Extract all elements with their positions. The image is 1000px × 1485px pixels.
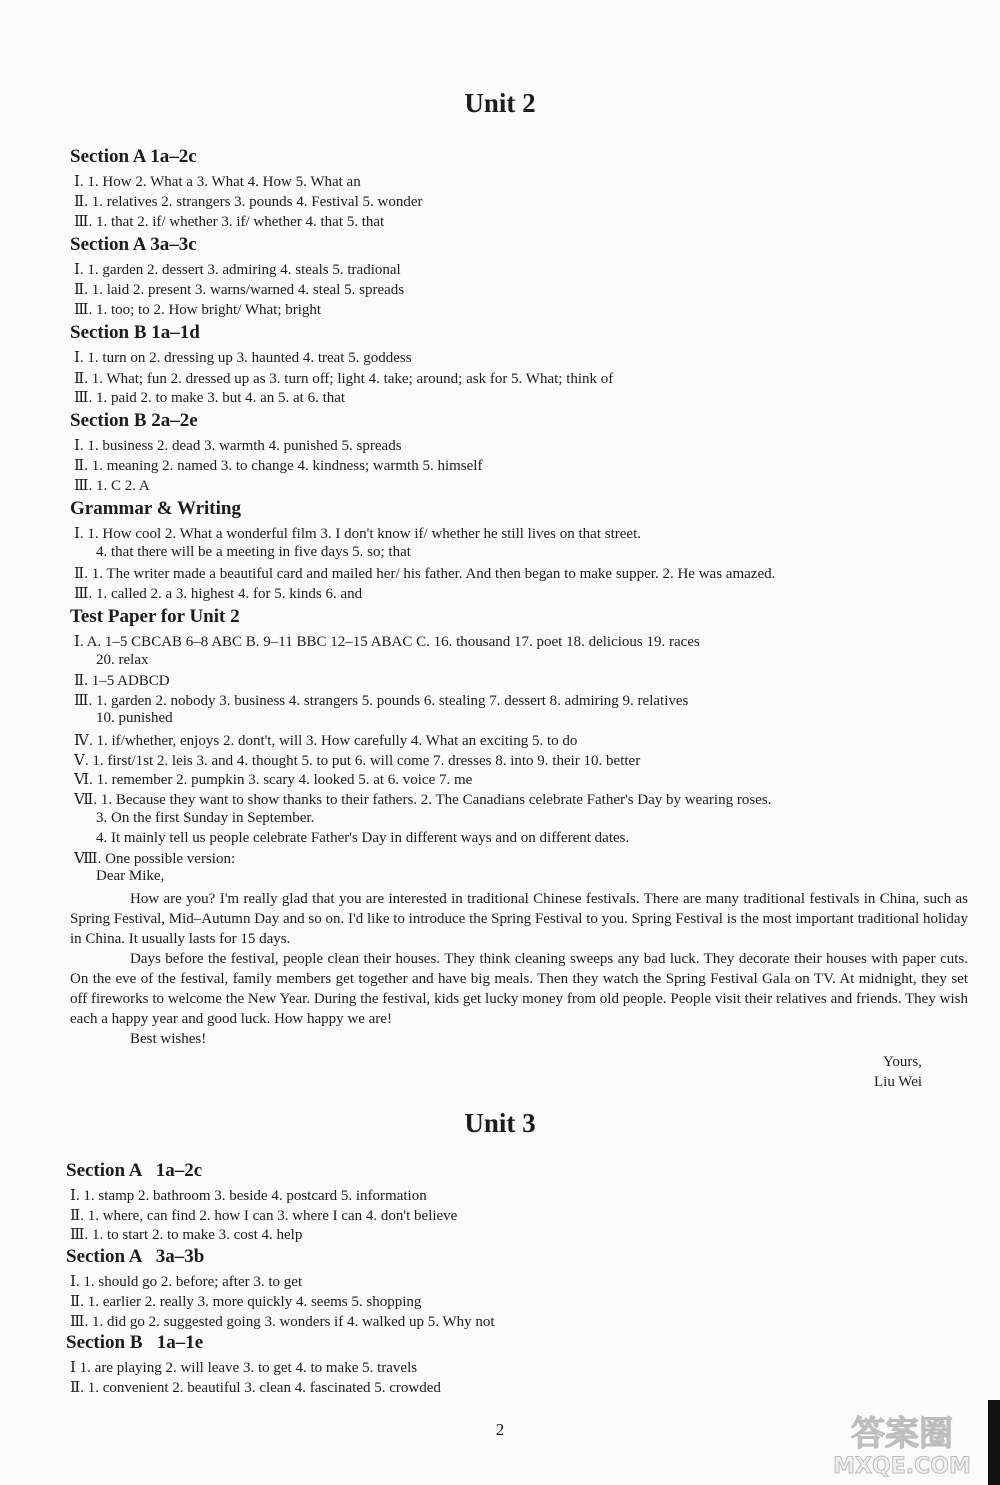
answer-line: Ⅰ. 1. How cool 2. What a wonderful film 3. I don't know if/ whether he still lives on that street. xyxy=(74,526,641,542)
letter-paragraph: Days before the festival, people clean their houses. They think cleaning sweeps any bad luck. They decorate their houses with paper cuts. On the eve of the festival, family members get together and have big meals. Then they watch the Spring Festival Gala on TV. At midnight, they set off fireworks to welcome the New Year. During the festival, kids get lucky money from old people. People visit their relatives and friends. They wish each a happy year and good luck. How happy we are! xyxy=(70,951,968,1027)
unit-3-title: Unit 3 xyxy=(464,1108,536,1138)
answer-line: Ⅲ. 1. that 2. if/ whether 3. if/ whether 4. that 5. that xyxy=(74,214,385,230)
answer-line: Ⅰ. 1. turn on 2. dressing up 3. haunted 4. treat 5. goddess xyxy=(74,350,412,366)
section-heading: Section B 1a–1e xyxy=(66,1332,204,1353)
answer-line: Ⅲ. 1. to start 2. to make 3. cost 4. help xyxy=(70,1227,303,1243)
answer-line: Ⅱ. 1. What; fun 2. dressed up as 3. turn off; light 4. take; around; ask for 5. What; think of xyxy=(74,371,614,387)
answer-line: Ⅰ. 1. should go 2. before; after 3. to get xyxy=(70,1274,303,1290)
answer-line: Ⅱ. 1. where, can find 2. how I can 3. where I can 4. don't believe xyxy=(70,1208,458,1224)
answer-line: Ⅱ. 1. laid 2. present 3. warns/warned 4. steal 5. spreads xyxy=(74,282,405,298)
answer-line: Ⅲ. 1. did go 2. suggested going 3. wonders if 4. walked up 5. Why not xyxy=(70,1314,495,1330)
answer-line: Ⅵ. 1. remember 2. pumpkin 3. scary 4. looked 5. at 6. voice 7. me xyxy=(74,772,473,788)
section-heading: Section B 2a–2e xyxy=(70,410,198,431)
section-heading: Section A 1a–2c xyxy=(70,146,197,167)
answer-line: Ⅱ. 1. earlier 2. really 3. more quickly 4. seems 5. shopping xyxy=(70,1294,422,1310)
answer-line: Ⅱ. 1. The writer made a beautiful card and mailed her/ his father. And then began to make supper. 2. He was amazed. xyxy=(74,566,776,582)
answer-line: Ⅰ. 1. stamp 2. bathroom 3. beside 4. postcard 5. information xyxy=(70,1188,427,1204)
watermark-url: MXQE.COM xyxy=(833,1454,971,1479)
answer-line: Ⅱ. 1–5 ADBCD xyxy=(74,673,170,689)
letter-signoff: Yours, xyxy=(883,1054,922,1070)
letter-body xyxy=(70,889,968,1049)
answer-line: Ⅳ. 1. if/whether, enjoys 2. dont't, will 3. How carefully 4. What an exciting 5. to do xyxy=(74,733,578,749)
watermark-logo xyxy=(812,1407,992,1479)
answer-line: 20. relax xyxy=(96,652,149,668)
letter-paragraph: How are you? I'm really glad that you are interested in traditional Chinese festivals. There are many traditional festivals in China, such as Spring Festival, Mid–Autumn Day and so on. I'd like to introduce the Spring Festival to you. Spring Festival is the most important traditional holiday in China. It usually lasts for 15 days. xyxy=(70,891,968,947)
answer-line: Ⅰ. A. 1–5 CBCAB 6–8 ABC B. 9–11 BBC 12–15 ABAC C. 16. thousand 17. poet 18. delicious 19. races xyxy=(74,634,700,650)
section-heading: Test Paper for Unit 2 xyxy=(70,606,240,627)
answer-line: Ⅱ. 1. meaning 2. named 3. to change 4. kindness; warmth 5. himself xyxy=(74,458,483,474)
answer-line: Ⅱ. 1. convenient 2. beautiful 3. clean 4. fascinated 5. crowded xyxy=(70,1380,441,1396)
answer-line: Ⅰ. 1. garden 2. dessert 3. admiring 4. steals 5. tradional xyxy=(74,262,401,278)
answer-line: Ⅲ. 1. too; to 2. How bright/ What; bright xyxy=(74,302,322,318)
answer-line: Ⅰ. 1. business 2. dead 3. warmth 4. punished 5. spreads xyxy=(74,438,402,454)
answer-line: Ⅰ 1. are playing 2. will leave 3. to get 4. to make 5. travels xyxy=(70,1360,418,1376)
letter-signature: Liu Wei xyxy=(874,1074,923,1090)
answer-line: Ⅲ. 1. called 2. a 3. highest 4. for 5. kinds 6. and xyxy=(74,586,363,602)
answer-line: Ⅴ. 1. first/1st 2. leis 3. and 4. thought 5. to put 6. will come 7. dresses 8. into 9. their 10. better xyxy=(74,753,641,769)
letter-closing: Best wishes! xyxy=(130,1031,207,1047)
unit-2-title: Unit 2 xyxy=(464,88,536,118)
letter-greeting: Dear Mike, xyxy=(96,868,165,884)
answer-line: Ⅷ. One possible version: xyxy=(74,851,236,867)
answer-line: Ⅲ. 1. garden 2. nobody 3. business 4. strangers 5. pounds 6. stealing 7. dessert 8. admiring 9. relatives xyxy=(74,693,689,709)
watermark-text: 答案圈 xyxy=(851,1414,953,1454)
answer-line: 10. punished xyxy=(96,710,173,726)
answer-line: Ⅰ. 1. How 2. What a 3. What 4. How 5. What an xyxy=(74,174,361,190)
answer-line: 4. It mainly tell us people celebrate Father's Day in different ways and on different dates. xyxy=(96,830,630,846)
answer-line: 4. that there will be a meeting in five days 5. so; that xyxy=(96,544,411,560)
section-heading: Section A 3a–3b xyxy=(66,1246,205,1267)
scan-edge xyxy=(988,1400,1000,1485)
answer-line: 3. On the first Sunday in September. xyxy=(96,810,315,826)
section-heading: Grammar & Writing xyxy=(70,498,241,519)
section-heading: Section A 1a–2c xyxy=(66,1160,203,1181)
answer-line: Ⅲ. 1. paid 2. to make 3. but 4. an 5. at 6. that xyxy=(74,390,346,406)
answer-line: Ⅶ. 1. Because they want to show thanks to their fathers. 2. The Canadians celebrate Father's Day by wearing roses. xyxy=(74,792,772,808)
answer-line: Ⅱ. 1. relatives 2. strangers 3. pounds 4. Festival 5. wonder xyxy=(74,194,423,210)
answer-line: Ⅲ. 1. C 2. A xyxy=(74,478,150,494)
section-heading: Section A 3a–3c xyxy=(70,234,197,255)
section-heading: Section B 1a–1d xyxy=(70,322,200,343)
page-number: 2 xyxy=(495,1420,505,1439)
